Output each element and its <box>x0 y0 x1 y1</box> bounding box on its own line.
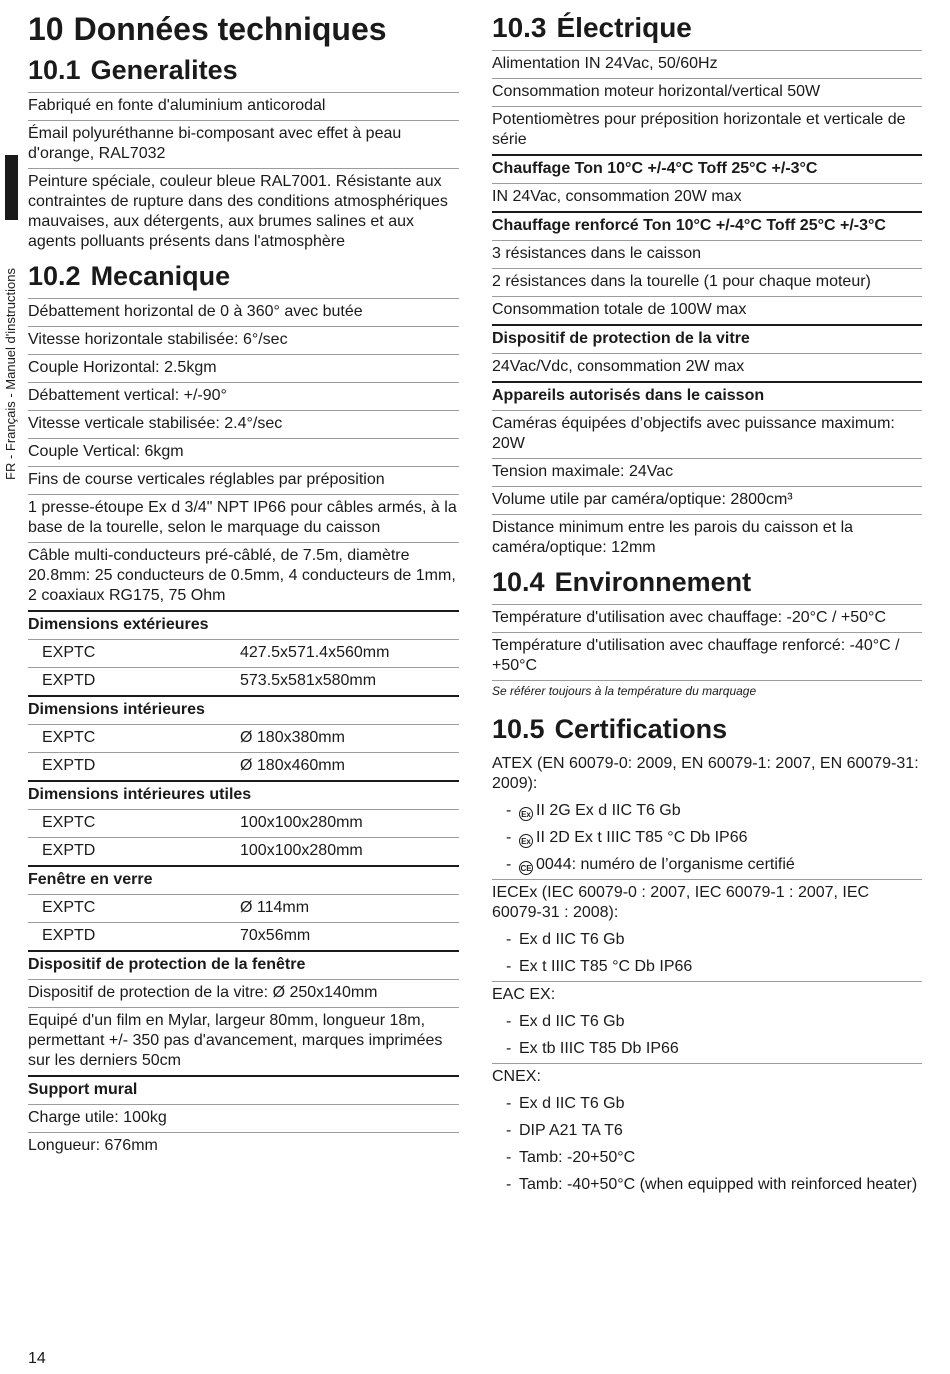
spec-row: Longueur: 676mm <box>28 1132 459 1160</box>
spec-row: Fabriqué en fonte d'aluminium anticorodal <box>28 92 459 120</box>
table-heading-heat-plus: Chauffage renforcé Ton 10°C +/-4°C Toff 25°C +/-3°C <box>492 211 922 240</box>
spec-row: 2 résistances dans la tourelle (1 pour chaque moteur) <box>492 268 922 296</box>
cert-intro-atex: ATEX (EN 60079-0: 2009, EN 60079-1: 2007, EN 60079-31: 2009): <box>492 755 919 792</box>
ce-mark-icon: CE <box>519 861 533 875</box>
spec-row: Consommation totale de 100W max <box>492 296 922 324</box>
cert-intro-cnex: CNEX: <box>492 1063 922 1091</box>
page-number: 14 <box>28 1350 46 1367</box>
table-heading-devices: Appareils autorisés dans le caisson <box>492 381 922 410</box>
table-heading-mount: Support mural <box>28 1075 459 1104</box>
cert-item: - Ex II 2D Ex t IIIC T85 °C Db IP66 <box>506 829 748 846</box>
section-title-environnement: 10.4 Environnement <box>492 567 752 597</box>
spec-row: Charge utile: 100kg <box>28 1104 459 1132</box>
table-row: EXPTC 100x100x280mm <box>28 809 459 837</box>
spec-row: 24Vac/Vdc, consommation 2W max <box>492 353 922 381</box>
section-title-generalites: 10.1 Generalites <box>28 55 238 85</box>
table-row: EXPTC 427.5x571.4x560mm <box>28 639 459 667</box>
section-title-mecanique: 10.2 Mecanique <box>28 261 231 291</box>
spec-row: Dispositif de protection de la vitre: Ø 250x140mm <box>28 979 459 1007</box>
section-title-certifications: 10.5 Certifications <box>492 714 728 744</box>
cert-item: - Ex d IIC T6 Gb <box>506 931 625 948</box>
spec-row: Vitesse horizontale stabilisée: 6°/sec <box>28 326 459 354</box>
footnote: Se référer toujours à la température du marquage <box>492 680 922 705</box>
spec-row: 1 presse-étoupe Ex d 3/4" NPT IP66 pour câbles armés, à la base de la tourelle, selon le marquage du caisson <box>28 494 459 542</box>
spec-row: Alimentation IN 24Vac, 50/60Hz <box>492 50 922 78</box>
cert-item: - Ex d IIC T6 Gb <box>506 1013 625 1030</box>
spec-row: Volume utile par caméra/optique: 2800cm³ <box>492 486 922 514</box>
table-heading-dim-ext: Dimensions extérieures <box>28 610 459 639</box>
table-row: EXPTD 70x56mm <box>28 922 459 950</box>
spec-row: Débattement horizontal de 0 à 360° avec butée <box>28 298 459 326</box>
table-heading-heat: Chauffage Ton 10°C +/-4°C Toff 25°C +/-3°C <box>492 154 922 183</box>
cert-item: - CE 0044: numéro de l’organisme certifié <box>506 856 795 873</box>
cert-intro-eac: EAC EX: <box>492 981 922 1009</box>
table-heading-window: Fenêtre en verre <box>28 865 459 894</box>
spec-row: Potentiomètres pour préposition horizontale et verticale de série <box>492 106 922 154</box>
spec-row: Caméras équipées d’objectifs avec puissance maximum: 20W <box>492 410 922 458</box>
spec-row: Température d'utilisation avec chauffage renforcé: -40°C / +50°C <box>492 632 922 680</box>
table-row: EXPTD 573.5x581x580mm <box>28 667 459 695</box>
spec-row: Consommation moteur horizontal/vertical 50W <box>492 78 922 106</box>
cert-item: - Ex tb IIIC T85 Db IP66 <box>506 1040 679 1057</box>
table-row: EXPTD 100x100x280mm <box>28 837 459 865</box>
cert-item: - DIP A21 TA T6 <box>506 1122 623 1139</box>
spec-row: Débattement vertical: +/-90° <box>28 382 459 410</box>
table-row: EXPTC Ø 180x380mm <box>28 724 459 752</box>
cert-item: - Ex II 2G Ex d IIC T6 Gb <box>506 802 681 819</box>
spec-row: 3 résistances dans le caisson <box>492 240 922 268</box>
spec-row: Émail polyuréthanne bi-composant avec effet à peau d'orange, RAL7032 <box>28 120 459 168</box>
side-language-label: FR - Français - Manuel d'instructions <box>3 268 18 480</box>
chapter-title: 10 Données techniques <box>28 11 387 47</box>
section-title-electrique: 10.3 Électrique <box>492 12 692 43</box>
cert-item: - Ex t IIIC T85 °C Db IP66 <box>506 958 693 975</box>
spec-row: Peinture spéciale, couleur bleue RAL7001. Résistante aux contraintes de rupture dans des conditions atmosphériques mauvaises, aux détergents, aux brumes salines et aux agents polluants présents dans l'atmosphère <box>28 168 459 256</box>
left-column <box>28 8 459 1160</box>
right-column <box>492 8 922 1199</box>
cert-item: - Tamb: -20+50°C <box>506 1149 636 1166</box>
ex-mark-icon: Ex <box>519 807 533 821</box>
spec-row: Câble multi-conducteurs pré-câblé, de 7.5m, diamètre 20.8mm: 25 conducteurs de 0.5mm, 4 conducteurs de 1mm, 2 coaxiaux RG175, 75 Ohm <box>28 542 459 610</box>
table-heading-protection: Dispositif de protection de la fenêtre <box>28 950 459 979</box>
spec-row: Couple Vertical: 6kgm <box>28 438 459 466</box>
spec-row: Fins de course verticales réglables par préposition <box>28 466 459 494</box>
cert-intro-iecex: IECEx (IEC 60079-0 : 2007, IEC 60079-1 : 2007, IEC 60079-31 : 2008): <box>492 879 922 927</box>
spec-row: IN 24Vac, consommation 20W max <box>492 183 922 211</box>
table-heading-dim-util: Dimensions intérieures utiles <box>28 780 459 809</box>
table-heading-dim-int: Dimensions intérieures <box>28 695 459 724</box>
cert-item: - Tamb: -40+50°C (when equipped with reinforced heater) <box>506 1176 918 1193</box>
spec-row: Distance minimum entre les parois du caisson et la caméra/optique: 12mm <box>492 514 922 562</box>
spec-row: Couple Horizontal: 2.5kgm <box>28 354 459 382</box>
spec-row: Tension maximale: 24Vac <box>492 458 922 486</box>
spec-row: Equipé d'un film en Mylar, largeur 80mm, longueur 18m, permettant +/- 350 pas d'avancement, marques imprimées sur les derniers 50cm <box>28 1007 459 1075</box>
spec-row: Température d'utilisation avec chauffage: -20°C / +50°C <box>492 604 922 632</box>
spec-row: Vitesse verticale stabilisée: 2.4°/sec <box>28 410 459 438</box>
table-heading-glass: Dispositif de protection de la vitre <box>492 324 922 353</box>
table-row: EXPTD Ø 180x460mm <box>28 752 459 780</box>
cert-item: - Ex d IIC T6 Gb <box>506 1095 625 1112</box>
table-row: EXPTC Ø 114mm <box>28 894 459 922</box>
ex-mark-icon: Ex <box>519 834 533 848</box>
